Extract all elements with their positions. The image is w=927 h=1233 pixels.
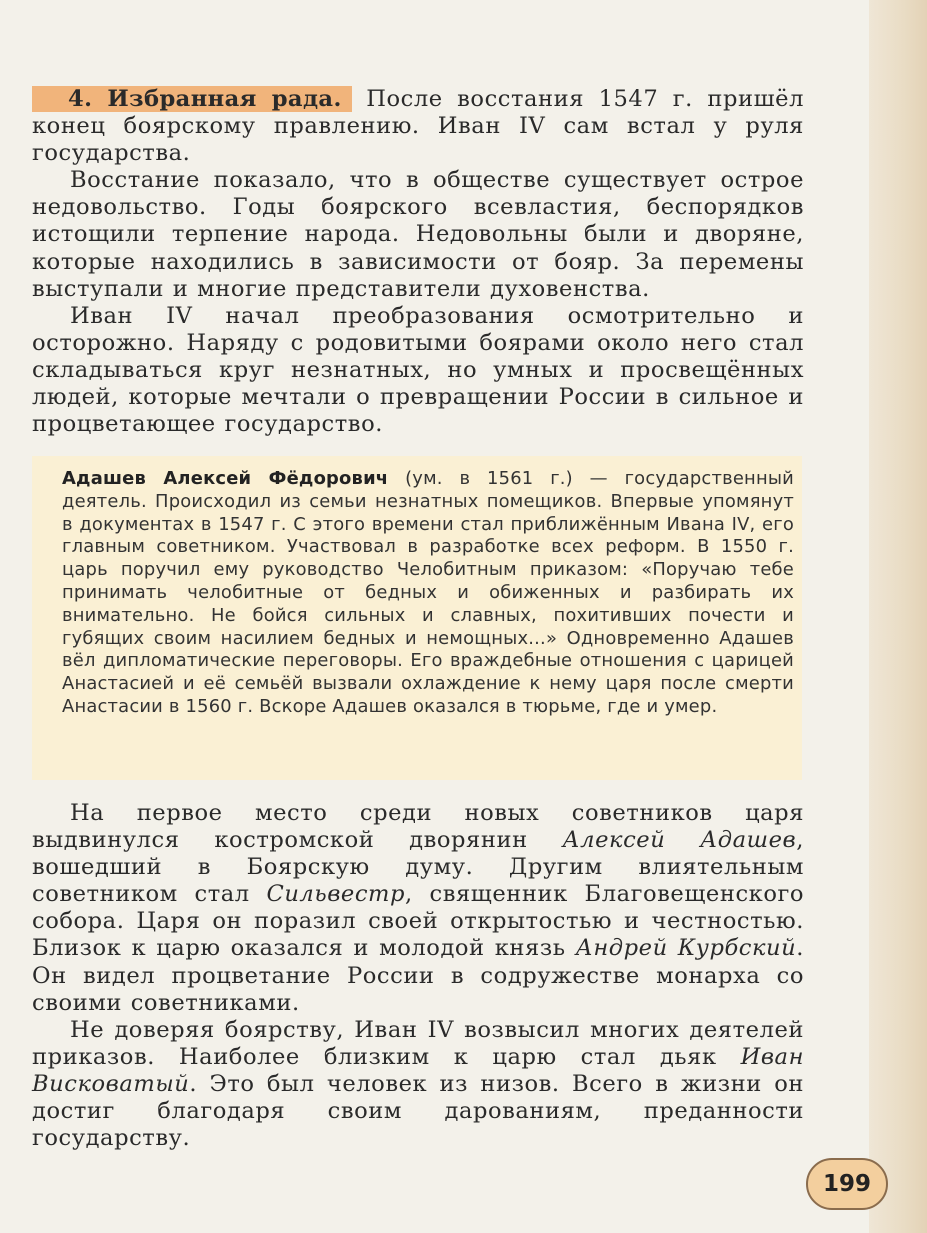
page-number-badge: 199 — [806, 1158, 888, 1210]
paragraph-3-text-2: , вошедший в Боярскую думу. Другим влиятельным советником стал — [32, 827, 804, 908]
paragraph-3-text-1: На первое место среди новых советников царя выдвинулся костромской дворянин — [32, 800, 804, 854]
name-aleksey-adashev: Алексей Адашев — [562, 827, 797, 854]
paragraph-4 — [32, 1017, 804, 1152]
paragraph-4-text-1: Не доверяя боярству, Иван IV возвысил многих деятелей приказов. Наиболее близким к царю стал дьяк — [32, 1016, 804, 1070]
section-intro-text: После восстания 1547 г. пришёл конец боярскому правлению. Иван IV сам встал у руля государства. — [32, 86, 804, 167]
paragraph-3-text-4: . Он видел процветание России в содружестве монарха со своими советниками. — [32, 935, 804, 1016]
paragraph-2: Иван IV начал преобразования осмотрительно и осторожно. Наряду с родовитыми боярами около него стал складываться круг незнатных, но умных и просвещённых людей, которые мечтали о превращении России в сильное и процветающее государство. — [32, 302, 804, 438]
name-silvestr: Сильвестр — [266, 881, 406, 908]
name-ivan-viskovaty: Иван Висковатый — [32, 1043, 804, 1097]
section-heading: 4. Избранная рада. — [32, 86, 352, 112]
paragraph-1: Восстание показало, что в обществе существует острое недовольство. Годы боярского всевластия, беспорядков истощили терпение народа. Недовольны были и дворяне, которые находились в зависимости от бояр. За перемены выступали и многие представители духовенства. — [32, 167, 804, 302]
name-andrey-kurbsky: Андрей Курбский — [575, 935, 797, 962]
section-intro-paragraph — [32, 86, 804, 167]
biography-text — [62, 468, 794, 719]
text-block-bottom — [32, 800, 804, 1152]
page-edge — [869, 0, 927, 1233]
text-block-top — [32, 86, 804, 438]
biography-name: Адашев Алексей Фёдорович — [62, 468, 389, 489]
biography-body: (ум. в 1561 г.) — государственный деятель. Происходил из семьи незнатных помещиков. Впервые упомянут в документах в 1547 г. С этого времени стал приближённым Ивана IV, его главным советником. Участвовал в разработке всех реформ. В 1550 г. царь поручил ему руководство Челобитным приказом: «Поручаю тебе принимать челобитные от бедных и обиженных и разбирать их внимательно. Не бойся сильных и славных, похитивших почести и губящих своим насилием бедных и немощных...» Одновременно Адашев вёл дипломатические переговоры. Его враждебные отношения с царицей Анастасией и её семьёй вызвали охлаждение к нему царя после смерти Анастасии в 1560 г. Вскоре Адашев оказался в тюрьме, где и умер. — [62, 468, 794, 717]
biography-box — [32, 456, 802, 780]
paragraph-4-text-2: . Это был человек из низов. Всего в жизни он достиг благодаря своим дарованиям, преданности государству. — [32, 1070, 804, 1152]
paragraph-3 — [32, 800, 804, 1017]
paragraph-3-text-3: , священник Благовещенского собора. Царя он поразил своей открытостью и честностью. Близок к царю оказался и молодой князь — [32, 881, 805, 962]
